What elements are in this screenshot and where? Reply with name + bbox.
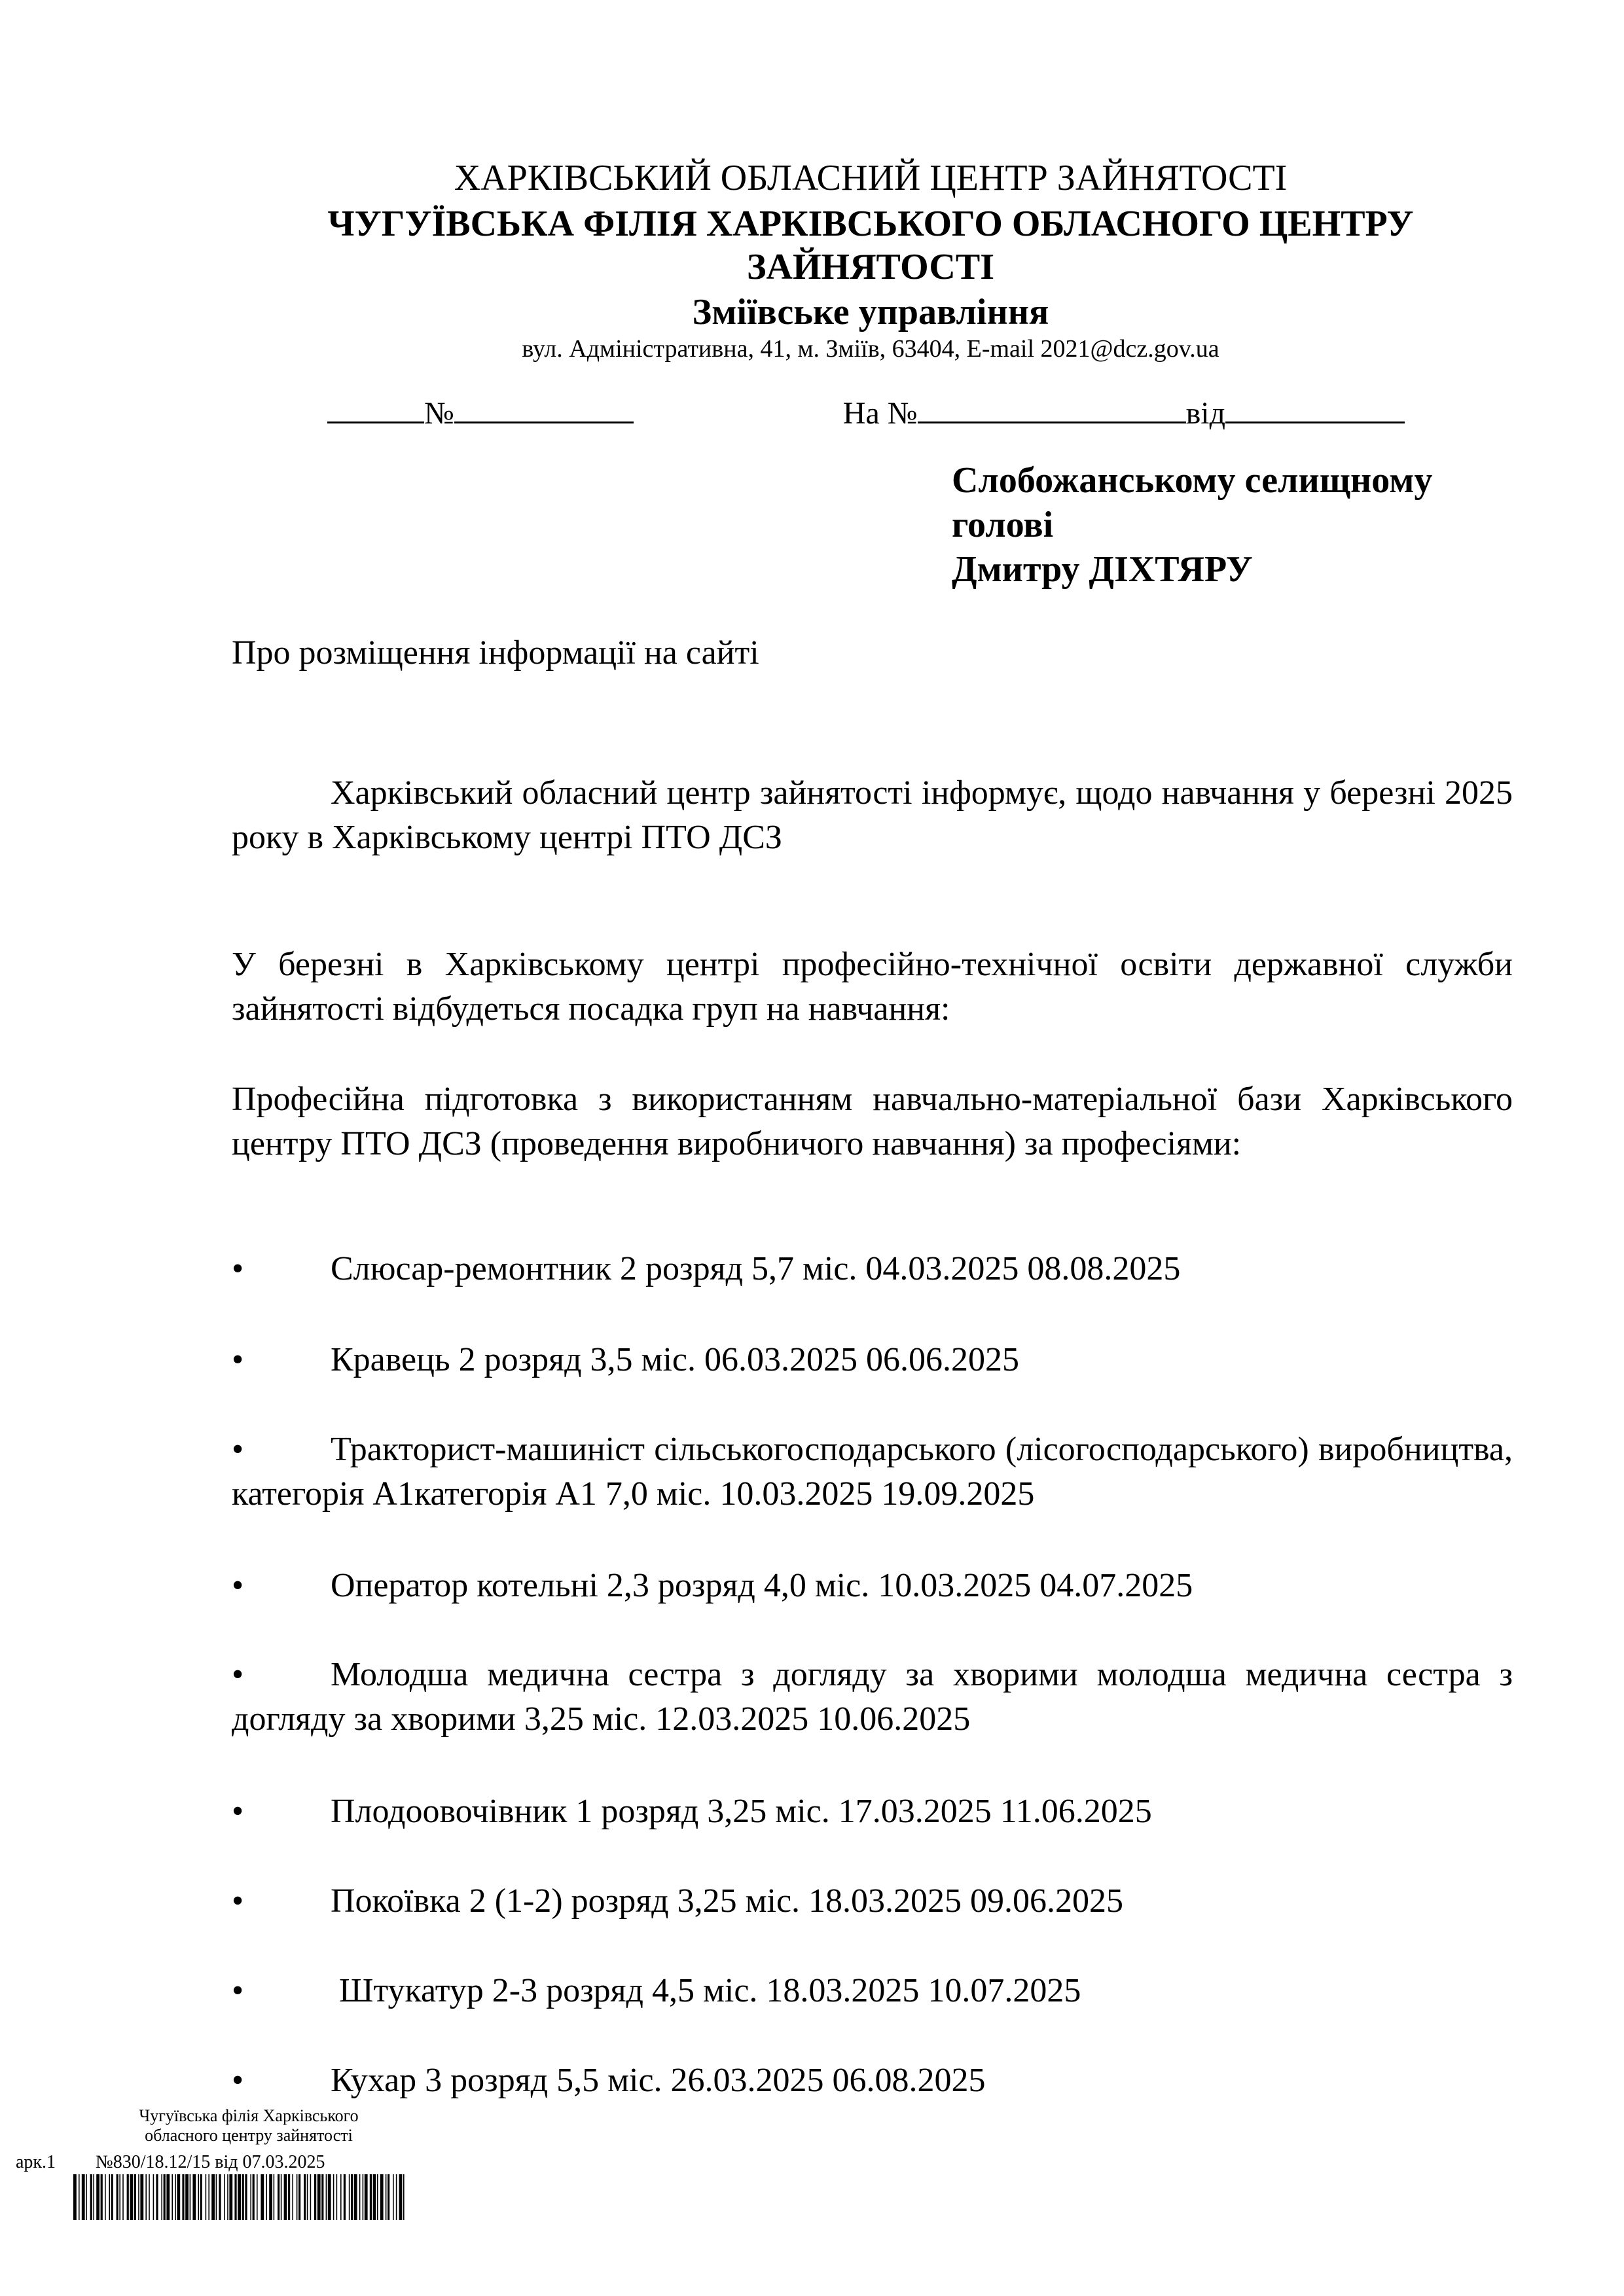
course-list-item	[232, 1338, 1513, 1382]
barcode-bar	[292, 2174, 293, 2220]
barcode-bar	[182, 2174, 184, 2220]
barcode-bar	[219, 2174, 221, 2220]
barcode-bar	[119, 2174, 120, 2220]
address-line: вул. Адміністративна, 41, м. Зміїв, 63404, E-mail 2021@dcz.gov.ua	[522, 335, 1219, 363]
barcode-bar	[117, 2174, 118, 2220]
course-list-item	[232, 1564, 1513, 1608]
barcode-bar	[200, 2174, 202, 2220]
barcode-bar	[79, 2174, 80, 2220]
barcode-bar	[153, 2174, 154, 2220]
barcode-bar	[198, 2174, 199, 2220]
barcode-bar	[328, 2174, 331, 2220]
course-text: Штукатур 2-3 розряд 4,5 міс. 18.03.2025 10.07.2025	[331, 1972, 1081, 2009]
course-list-item	[232, 2058, 1513, 2103]
intro-paragraph: Харківський обласний центр зайнятості інформує, щодо навчання у березні 2025 року в Харківському центрі ПТО ДСЗ	[232, 774, 1513, 856]
barcode-bar	[304, 2174, 306, 2220]
course-text: Молодша медична сестра з догляду за хворими молодша медична сестра з догляду за хворими 3,25 міс. 12.03.2025 10.06.2025	[232, 1656, 1513, 1738]
course-list-item	[232, 1879, 1513, 1924]
stamp-org-line: Чугуївська філія Харківського	[139, 2106, 359, 2125]
barcode-bar	[140, 2174, 143, 2220]
course-text: Оператор котельні 2,3 розряд 4,0 міс. 10.03.2025 04.07.2025	[331, 1567, 1193, 1604]
barcode-bar	[377, 2174, 378, 2220]
barcode-bar	[253, 2174, 255, 2220]
barcode-bar	[166, 2174, 170, 2220]
addressee-block	[952, 458, 1541, 592]
barcode-bar	[380, 2174, 384, 2220]
stamp-org-line: обласного центру зайнятості	[145, 2126, 353, 2145]
barcode-bar	[333, 2174, 334, 2220]
course-list-item	[232, 1969, 1513, 2013]
branch-name-line-2: ЗАЙНЯТОСТІ	[747, 247, 994, 287]
barcode-bar	[145, 2174, 147, 2220]
barcode-bar	[90, 2174, 92, 2220]
bullet-icon: •	[232, 1972, 244, 2009]
registration-number: №830/18.12/15 від 07.03.2025	[96, 2152, 325, 2172]
barcode-bar	[386, 2174, 387, 2220]
bullet-icon: •	[232, 2062, 244, 2099]
addressee-line: голові	[952, 505, 1054, 545]
barcode-bar	[185, 2174, 189, 2220]
course-text: Плодоовочівник 1 розряд 3,25 міс. 17.03.2025 11.06.2025	[331, 1793, 1152, 1830]
barcode-bar	[359, 2174, 361, 2220]
bullet-icon: •	[232, 1567, 244, 1604]
barcode-bar	[365, 2174, 368, 2220]
bullet-icon: •	[232, 1656, 244, 1693]
barcode-bar	[93, 2174, 94, 2220]
barcode-bar	[175, 2174, 176, 2220]
branch-name-line-1: ЧУГУЇВСЬКА ФІЛІЯ ХАРКІВСЬКОГО ОБЛАСНОГО ЦЕНТРУ	[327, 204, 1414, 244]
barcode-bar	[227, 2174, 228, 2220]
barcode-bar	[344, 2174, 346, 2220]
course-text: Кухар 3 розряд 5,5 міс. 26.03.2025 06.08.2025	[331, 2062, 986, 2099]
barcode-bar	[82, 2174, 85, 2220]
barcode-bar	[127, 2174, 129, 2220]
barcode-bar	[326, 2174, 327, 2220]
barcode-bar	[370, 2174, 372, 2220]
barcode-bar	[171, 2174, 173, 2220]
barcode-bar	[266, 2174, 267, 2220]
barcode-bar	[208, 2174, 209, 2220]
barcode-bar	[190, 2174, 191, 2220]
bullet-icon: •	[232, 1431, 244, 1468]
barcode-bar	[138, 2174, 139, 2220]
barcode-bar	[86, 2174, 87, 2220]
barcode-bar	[109, 2174, 110, 2220]
barcode-bar	[307, 2174, 308, 2220]
barcode-bar	[393, 2174, 394, 2220]
barcode-bar	[242, 2174, 244, 2220]
barcode-bar	[234, 2174, 236, 2220]
addressee-line: Слобожанському селищному	[952, 460, 1433, 501]
barcode-bar	[156, 2174, 158, 2220]
barcode-bar	[206, 2174, 207, 2220]
incoming-date-blank	[1225, 390, 1405, 423]
from-label: від	[1185, 396, 1225, 431]
barcode-bar	[250, 2174, 251, 2220]
barcode-bar	[111, 2174, 113, 2220]
barcode-bar	[281, 2174, 282, 2220]
barcode-bar	[373, 2174, 376, 2220]
barcode-bar	[399, 2174, 403, 2220]
barcode-bar	[363, 2174, 364, 2220]
barcode-bar	[134, 2174, 136, 2220]
barcode-bar	[238, 2174, 241, 2220]
groups-paragraph: У березні в Харківському центрі професійно-технічної освіти державної служби зайнятості відбудеться посадка груп на навчання:	[232, 946, 1513, 1028]
barcode-bar	[105, 2174, 106, 2220]
course-text: Тракторист-машиніст сільськогосподарського (лісогосподарського) виробництва, категорія А1категорія А1 7,0 міс. 10.03.2025 19.09.2025	[232, 1431, 1513, 1513]
course-text: Кравець 2 розряд 3,5 міс. 06.03.2025 06.06.2025	[331, 1341, 1019, 1378]
barcode-bar	[354, 2174, 357, 2220]
barcode-bar	[245, 2174, 247, 2220]
number-sign: №	[424, 396, 454, 431]
barcode-bar	[284, 2174, 287, 2220]
barcode-bar	[288, 2174, 290, 2220]
sheet-number: арк.1	[16, 2152, 56, 2172]
department-name: Зміївське управління	[692, 292, 1049, 332]
barcode-bar	[130, 2174, 133, 2220]
barcode-bar	[261, 2174, 264, 2220]
course-text: Покоївка 2 (1-2) розряд 3,25 міс. 18.03.2025 09.06.2025	[331, 1882, 1124, 1920]
course-list-item	[232, 1427, 1513, 1516]
outgoing-number-blank	[454, 390, 634, 423]
barcode-bar	[336, 2174, 338, 2220]
barcode-bar	[278, 2174, 280, 2220]
barcode-bar	[192, 2174, 196, 2220]
barcode-icon	[73, 2174, 406, 2220]
barcode-bar	[257, 2174, 258, 2220]
barcode-bar	[161, 2174, 162, 2220]
barcode-bar	[73, 2174, 77, 2220]
barcode-bar	[274, 2174, 275, 2220]
barcode-bar	[321, 2174, 323, 2220]
barcode-bar	[211, 2174, 215, 2220]
course-text: Слюсар-ремонтник 2 розряд 5,7 міс. 04.03.2025 08.08.2025	[331, 1250, 1181, 1287]
bullet-icon: •	[232, 1793, 244, 1830]
reference-line	[327, 390, 1405, 433]
barcode-bar	[164, 2174, 166, 2220]
addressee-line: Дмитру ДІХТЯРУ	[952, 549, 1253, 590]
outgoing-date-blank	[327, 390, 424, 423]
incoming-number-blank	[918, 390, 1186, 423]
barcode-bar	[101, 2174, 103, 2220]
bullet-icon: •	[232, 1250, 244, 1287]
barcode-bar	[396, 2174, 397, 2220]
barcode-bar	[349, 2174, 350, 2220]
barcode-bar	[122, 2174, 124, 2220]
in-reply-to-label: На №	[842, 396, 918, 431]
barcode-bar	[351, 2174, 353, 2220]
barcode-bar	[388, 2174, 389, 2220]
barcode-bar	[317, 2174, 321, 2220]
barcode-bar	[340, 2174, 342, 2220]
barcode-bar	[177, 2174, 180, 2220]
barcode-bar	[314, 2174, 316, 2220]
bullet-icon: •	[232, 1882, 244, 1920]
barcode-bar	[298, 2174, 300, 2220]
barcode-bar	[96, 2174, 99, 2220]
training-paragraph: Професійна підготовка з використанням навчально-матеріальної бази Харківського центру ПТО ДСЗ (проведення виробничого навчання) за професіями:	[232, 1081, 1513, 1162]
barcode-bar	[224, 2174, 225, 2220]
bullet-icon: •	[232, 1341, 244, 1378]
org-name: ХАРКІВСЬКИЙ ОБЛАСНИЙ ЦЕНТР ЗАЙНЯТОСТІ	[454, 158, 1288, 198]
barcode-bar	[403, 2174, 405, 2220]
barcode-bar	[149, 2174, 150, 2220]
barcode-bar	[229, 2174, 232, 2220]
registration-stamp	[85, 2106, 412, 2145]
course-list-item	[232, 1247, 1513, 1291]
course-list-item	[232, 1789, 1513, 1834]
barcode-bar	[216, 2174, 217, 2220]
barcode-bar	[297, 2174, 298, 2220]
letter-subject: Про розміщення інформації на сайті	[232, 634, 759, 672]
course-list-item	[232, 1653, 1513, 1742]
barcode-bar	[269, 2174, 272, 2220]
barcode-bar	[310, 2174, 312, 2220]
